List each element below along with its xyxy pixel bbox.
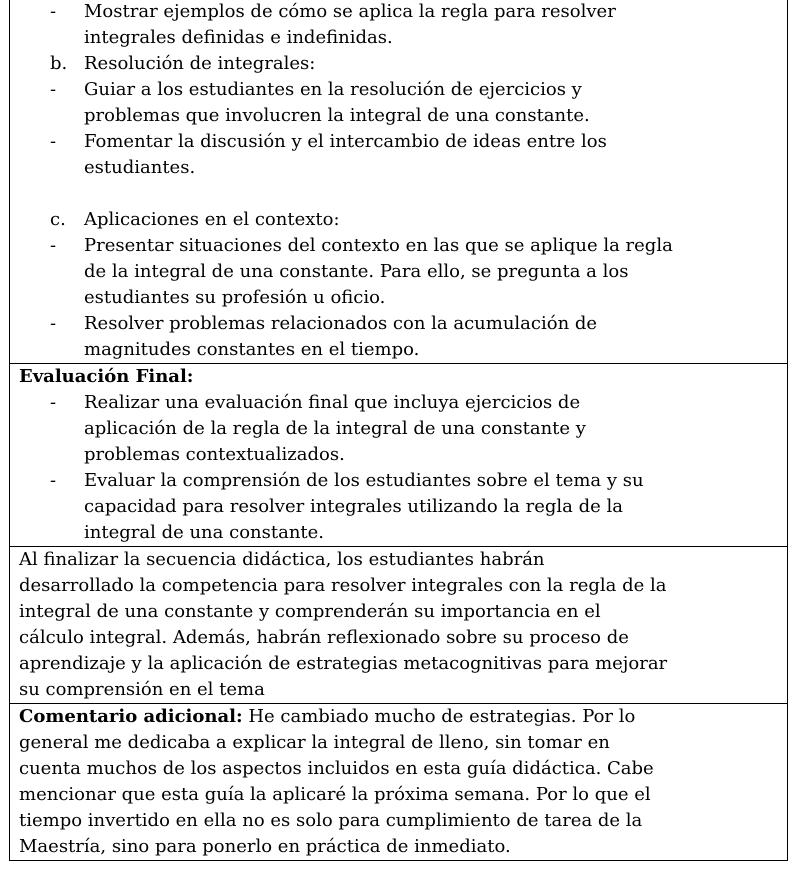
list-item-line: Fomentar la discusión y el intercambio de ideas entre los <box>84 131 607 152</box>
bullet-mark: - <box>50 470 57 491</box>
subsection-title: Aplicaciones en el contexto: <box>84 209 340 230</box>
list-item-line: problemas que involucren la integral de una constante. <box>84 105 590 126</box>
conclusion-line: Al finalizar la secuencia didáctica, los estudiantes habrán <box>19 549 545 570</box>
subsection-heading <box>19 207 781 233</box>
list-item <box>19 468 781 546</box>
list-item <box>19 311 781 363</box>
list-item <box>19 390 781 468</box>
list-item-line: Evaluar la comprensión de los estudiantes sobre el tema y su <box>84 470 644 491</box>
list-item-line: estudiantes. <box>84 157 196 178</box>
subsection-title: Resolución de integrales: <box>84 53 316 74</box>
list-item-line: Mostrar ejemplos de cómo se aplica la regla para resolver <box>84 1 616 22</box>
comment-line: tiempo invertido en ella no es solo para cumplimiento de tarea de la <box>19 810 643 831</box>
list-item <box>19 0 781 51</box>
conclusion-line: cálculo integral. Además, habrán reflexionado sobre su proceso de <box>19 627 629 648</box>
conclusion-line: su comprensión en el tema <box>19 679 265 700</box>
comment-label: Comentario adicional: <box>19 706 243 727</box>
conclusion-cell <box>10 546 787 703</box>
list-item-line: aplicación de la regla de la integral de una constante y <box>84 418 586 439</box>
comment-line: cuenta muchos de los aspectos incluidos en esta guía didáctica. Cabe <box>19 758 654 779</box>
evaluation-heading: Evaluación Final: <box>19 366 194 387</box>
list-item-line: Guiar a los estudiantes en la resolución de ejercicios y <box>84 79 582 100</box>
conclusion-line: integral de una constante y comprenderán su importancia en el <box>19 601 601 622</box>
comment-cell <box>10 703 787 860</box>
list-item <box>19 77 781 129</box>
conclusion-line: aprendizaje y la aplicación de estrategias metacognitivas para mejorar <box>19 653 668 674</box>
list-item-line: integrales definidas e indefinidas. <box>84 27 393 48</box>
list-item-line: integral de una constante. <box>84 522 325 543</box>
document-table <box>9 0 788 861</box>
strategies-cell <box>10 0 787 363</box>
conclusion-line: desarrollado la competencia para resolver integrales con la regla de la <box>19 575 667 596</box>
bullet-mark: - <box>50 392 57 413</box>
comment-first-line <box>19 704 781 730</box>
list-item <box>19 233 781 311</box>
comment-line: mencionar que esta guía la aplicaré la próxima semana. Por lo que el <box>19 784 651 805</box>
bullet-mark: - <box>50 1 57 22</box>
comment-line: general me dedicaba a explicar la integral de lleno, sin tomar en <box>19 732 610 753</box>
comment-line: Maestría, sino para ponerlo en práctica de inmediato. <box>19 836 511 857</box>
bullet-mark: - <box>50 79 57 100</box>
list-item <box>19 129 781 181</box>
list-item-line: magnitudes constantes en el tiempo. <box>84 339 420 360</box>
evaluation-cell <box>10 363 787 546</box>
spacer <box>19 181 781 207</box>
comment-text: He cambiado mucho de estrategias. Por lo <box>242 706 636 727</box>
bullet-mark: - <box>50 131 57 152</box>
list-item-line: Presentar situaciones del contexto en las que se aplique la regla <box>84 235 673 256</box>
bullet-mark: - <box>50 235 57 256</box>
list-item-line: Resolver problemas relacionados con la acumulación de <box>84 313 598 334</box>
letter-mark: c. <box>50 209 66 230</box>
list-item-line: problemas contextualizados. <box>84 444 345 465</box>
list-item-line: Realizar una evaluación final que incluya ejercicios de <box>84 392 581 413</box>
list-item-line: capacidad para resolver integrales utilizando la regla de la <box>84 496 623 517</box>
list-item-line: de la integral de una constante. Para ello, se pregunta a los <box>84 261 629 282</box>
subsection-heading <box>19 51 781 77</box>
letter-mark: b. <box>50 53 68 74</box>
list-item-line: estudiantes su profesión u oficio. <box>84 287 386 308</box>
bullet-mark: - <box>50 313 57 334</box>
